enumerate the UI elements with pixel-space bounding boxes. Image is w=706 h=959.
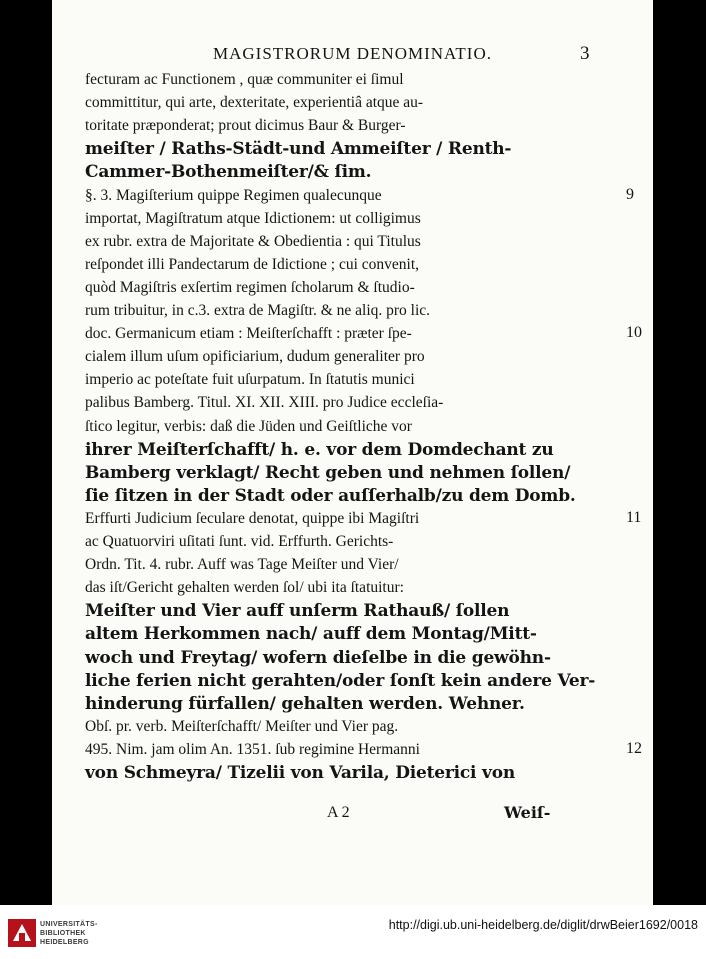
text-line: §. 3. Magiſterium quippe Regimen qualecunque [85, 186, 382, 204]
text-line: imperio ac poteſtate fuit uſurpatum. In ſtatutis munici [85, 371, 415, 389]
signature-mark: A 2 [327, 804, 350, 821]
margin-number: 12 [626, 739, 642, 757]
margin-number: 10 [626, 324, 642, 342]
university-library-logo[interactable] [8, 915, 158, 951]
logo-text-line-2: BIBLIOTHEK [40, 930, 86, 937]
text-line: importat, Magiſtratum atque Idictionem: ut colligimus [85, 209, 421, 227]
text-line: woch und Freytag/ wofern dieſelbe in die gewöhn- [85, 647, 551, 668]
text-line: ſie ſitzen in der Stadt oder auſſerhalb/zu dem Domb. [85, 485, 576, 506]
text-line: Ordn. Tit. 4. rubr. Auff was Tage Meiſter und Vier/ [85, 556, 399, 574]
text-line: palibus Bamberg. Titul. XI. XII. XIII. pro Judice eccleſia- [85, 394, 444, 412]
text-line: liche ferien nicht gerahten/oder ſonſt kein andere Ver- [85, 670, 596, 691]
text-line: Meiſter und Vier auff unſerm Rathauß/ ſollen [85, 601, 510, 622]
text-line: Cammer-Bothenmeiſter/& ſim. [85, 162, 372, 183]
text-line: das iſt/Gericht gehalten werden ſol/ ubi ita ſtatuitur: [85, 579, 404, 597]
text-line: Bamberg verklagt/ Recht geben und nehmen ſollen/ [85, 462, 571, 483]
text-line: ihrer Meiſterſchafft/ h. e. vor dem Domdechant zu [85, 439, 554, 460]
permalink-url[interactable]: http://digi.ub.uni-heidelberg.de/diglit/drwBeier1692/0018 [388, 918, 698, 932]
library-logo-icon [8, 919, 36, 947]
text-line: quòd Magiſtris exſertim regimen ſcholarum & ſtudio- [85, 278, 415, 296]
running-header: MAGISTRORUM DENOMINATIO. [213, 44, 492, 63]
logo-text-line-3: HEIDELBERG [40, 939, 89, 946]
margin-number: 9 [626, 185, 634, 203]
text-line: altem Herkommen nach/ auff dem Montag/Mitt- [85, 624, 537, 645]
text-line: rum tribuitur, in c.3. extra de Magiſtr. & ne aliq. pro lic. [85, 302, 431, 319]
text-line: ſtico legitur, verbis: daß die Jüden und Geiſtliche vor [85, 417, 412, 435]
scanned-book-page [52, 0, 653, 905]
page-number: 3 [580, 43, 590, 64]
catchword: Weiſ- [504, 803, 551, 822]
text-line: cialem illum uſum opificiarium, dudum generaliter pro [85, 348, 425, 366]
library-footer-bar [0, 905, 706, 959]
text-line: 495. Nim. jam olim An. 1351. ſub regimine Hermanni [85, 740, 420, 758]
text-line: Obſ. pr. verb. Meiſterſchafft/ Meiſter und Vier pag. [85, 717, 399, 735]
text-line: meiſter / Raths-Städt-und Ammeiſter / Renth- [85, 139, 512, 160]
text-line: committitur, qui arte, dexteritate, experientiâ atque au- [85, 94, 424, 112]
text-line: Erffurti Judicium ſeculare denotat, quippe ibi Magiſtri [85, 509, 420, 527]
text-line: ex rubr. extra de Majoritate & Obedientia : qui Titulus [85, 232, 421, 250]
text-line: hinderung fürfallen/ gehalten werden. Wehner. [85, 693, 525, 714]
text-line: doc. Germanicum etiam : Meiſterſchafft : præter ſpe- [85, 325, 412, 343]
text-line: reſpondet illi Pandectarum de Idictione ; cui convenit, [85, 255, 420, 273]
text-line: von Schmeyra/ Tizelii von Varila, Dieterici von [85, 763, 516, 783]
logo-text-line-1: UNIVERSITÄTS- [40, 921, 98, 928]
text-line: ac Quatuorviri uſitati ſunt. vid. Erffurth. Gerichts- [85, 533, 394, 550]
text-line: toritate præponderat; prout dicimus Baur & Burger- [85, 117, 406, 135]
text-line: fecturam ac Functionem , quæ communiter ei ſimul [85, 71, 404, 88]
margin-number: 11 [626, 508, 642, 526]
